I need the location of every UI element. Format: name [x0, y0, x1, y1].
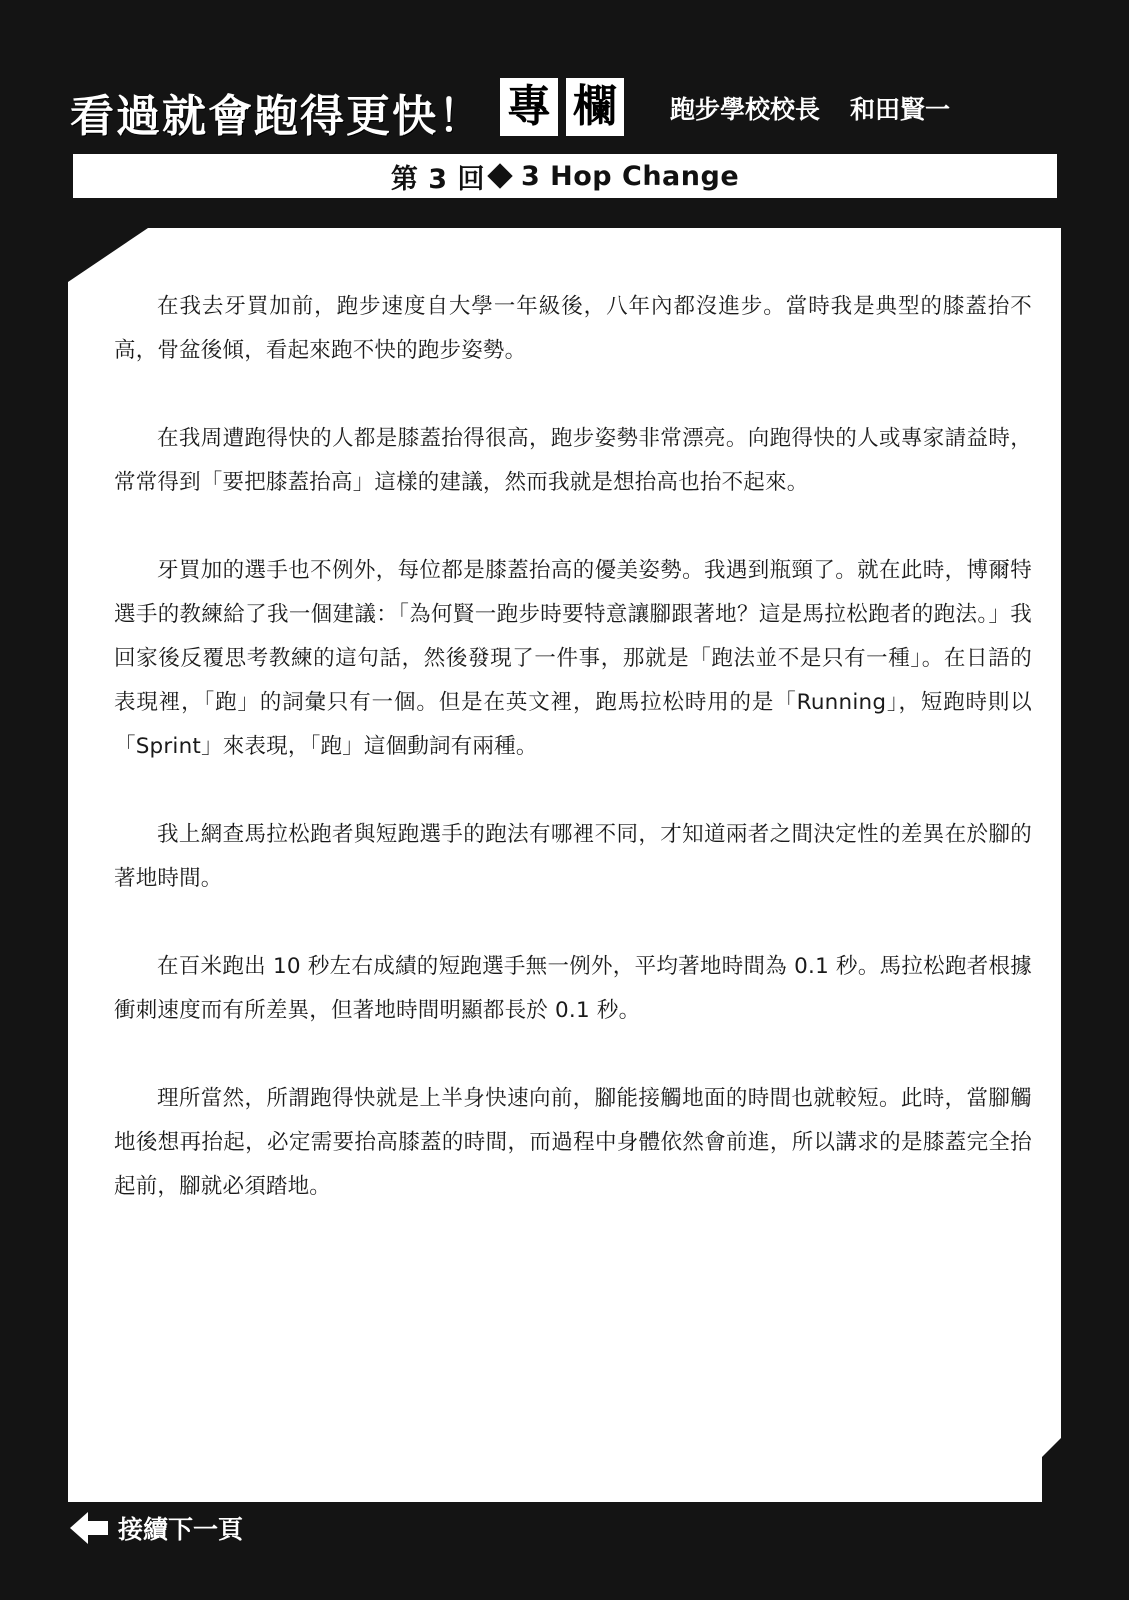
column-title: 看過就會跑得更快！ [70, 91, 484, 142]
column-label-char: 專 [500, 78, 558, 136]
author-role: 跑步學校校長 [670, 95, 821, 124]
arrow-left-icon [70, 1512, 108, 1544]
paragraph: 在我去牙買加前，跑步速度自大學一年級後，八年內都沒進步。當時我是典型的膝蓋抬不高，骨盆後傾，看起來跑不快的跑步姿勢。 [114, 294, 1032, 363]
article-body [114, 285, 1032, 1253]
paragraph: 在百米跑出 10 秒左右成績的短跑選手無一例外，平均著地時間為 0.1 秒。馬拉松跑者根據衝刺速度而有所差異，但著地時間明顯都長於 0.1 秒。 [114, 954, 1033, 1023]
column-label-char: 欄 [566, 78, 624, 136]
paragraph: 我上網查馬拉松跑者與短跑選手的跑法有哪裡不同，才知道兩者之間決定性的差異在於腳的著地時間。 [114, 822, 1032, 891]
episode-title: 3 Hop Change [520, 160, 740, 192]
paragraph: 理所當然，所謂跑得快就是上半身快速向前，腳能接觸地面的時間也就較短。此時，當腳觸地後想再抬起，必定需要抬高膝蓋的時間，而過程中身體依然會前進，所以講求的是膝蓋完全抬起前，腳就必須踏地。 [114, 1086, 1032, 1199]
next-page-label: 接續下一頁 [118, 1515, 244, 1544]
next-page-link[interactable] [70, 1510, 243, 1546]
paragraph: 在我周遭跑得快的人都是膝蓋抬得很高，跑步姿勢非常漂亮。向跑得快的人或專家請益時，常常得到「要把膝蓋抬高」這樣的建議，然而我就是想抬高也抬不起來。 [114, 426, 1032, 495]
author-name: 和田賢一 [850, 95, 951, 124]
paragraph: 牙買加的選手也不例外，每位都是膝蓋抬高的優美姿勢。我遇到瓶頸了。就在此時，博爾特選手的教練給了我一個建議：「為何賢一跑步時要特意讓腳跟著地？這是馬拉松跑者的跑法。」我回家後反覆思考教練的這句話，然後發現了一件事，那就是「跑法並不是只有一種」。在日語的表現裡，「跑」的詞彙只有一個。但是在英文裡，跑馬拉松時用的是「Running」，短跑時則以「Sprint」來表現，「跑」這個動詞有兩種。 [114, 558, 1032, 759]
episode-number: 第 3 回 [390, 163, 485, 195]
